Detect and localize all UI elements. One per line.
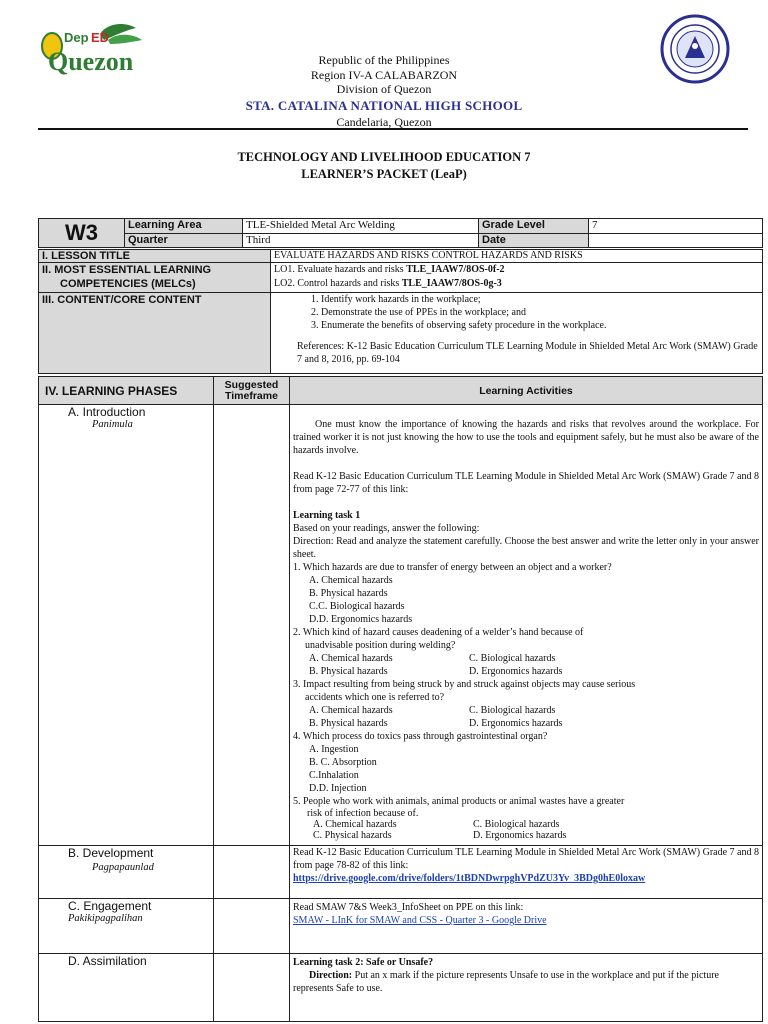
content-label: III. CONTENT/CORE CONTENT bbox=[39, 293, 271, 374]
lo1-row bbox=[274, 263, 759, 277]
development-timeframe bbox=[214, 846, 290, 899]
question-2-cont: unadvisable position during welding? bbox=[305, 640, 456, 651]
task1-direction: Direction: Read and analyze the statement carefully. Choose the best answer and write the letter only in your answer sheet. bbox=[293, 536, 759, 560]
q4-option: C.Inhalation bbox=[309, 770, 359, 781]
q1-option: B. Physical hazards bbox=[309, 588, 388, 599]
q3-option: C. Biological hazards bbox=[469, 705, 556, 716]
development-activities bbox=[290, 846, 763, 899]
lesson-title-value: EVALUATE HAZARDS AND RISKS CONTROL HAZARDS AND RISKS bbox=[271, 250, 763, 263]
engagement-label: C. Engagement bbox=[68, 899, 152, 913]
date-value bbox=[589, 234, 763, 248]
references: References: K-12 Basic Education Curriculum TLE Learning Module in Shielded Metal Arc Work (SMAW) Grade 7 and 8, 2016, pp. 69-104 bbox=[297, 341, 758, 365]
development-phase bbox=[39, 846, 214, 899]
engagement-timeframe bbox=[214, 899, 290, 954]
task1-instruction: Based on your readings, answer the following: bbox=[293, 523, 480, 534]
town-line: Candelaria, Quezon bbox=[336, 114, 432, 129]
q5-option: C. Physical hazards bbox=[313, 830, 392, 841]
q4-option: B. C. Absorption bbox=[309, 757, 377, 768]
q2-options-row bbox=[293, 665, 759, 678]
intro-paragraph: One must know the importance of knowing the hazards and risks that revolves around the workplace. For trained worker it is not just knowing the how to use the tools and equipment safely, but he must also be aware of the hazards involve. bbox=[293, 419, 759, 456]
engagement-phase bbox=[39, 899, 214, 954]
header-divider bbox=[38, 128, 748, 130]
intro-reading: Read K-12 Basic Education Curriculum TLE Learning Module in Shielded Metal Arc Work (SMAW) Grade 7 and 8 from page 72-77 of this link: bbox=[293, 471, 759, 495]
assimilation-phase bbox=[39, 954, 214, 1022]
col-learning-activities: Learning Activities bbox=[290, 377, 763, 405]
phases-table bbox=[38, 376, 763, 1022]
question-3: 3. Impact resulting from being struck by and struck against objects may cause serious bbox=[293, 679, 636, 690]
lesson-title-label: I. LESSON TITLE bbox=[39, 250, 271, 263]
lo2-row bbox=[274, 277, 759, 291]
q3-option: A. Chemical hazards bbox=[309, 705, 393, 716]
content-item: 2. Demonstrate the use of PPEs in the workplace; and bbox=[321, 306, 759, 319]
melc-label-line2: COMPETENCIES (MELCs) bbox=[60, 278, 196, 290]
development-text: Read K-12 Basic Education Curriculum TLE Learning Module in Shielded Metal Arc Work (SMAW) Grade 7 and 8 from page 78-82 of this link: bbox=[293, 847, 759, 871]
development-label: B. Development bbox=[68, 846, 154, 860]
content-item: 1. Identify work hazards in the workplace; bbox=[321, 293, 759, 306]
assimilation-label: D. Assimilation bbox=[68, 954, 147, 968]
subject-title: TECHNOLOGY AND LIVELIHOOD EDUCATION 7 bbox=[237, 150, 531, 164]
svg-text:Quezon: Quezon bbox=[48, 47, 134, 76]
grade-level-label: Grade Level bbox=[479, 219, 589, 234]
packet-title: LEARNER’S PACKET (LeaP) bbox=[301, 167, 467, 181]
intro-activities bbox=[290, 405, 763, 846]
q2-option: B. Physical hazards bbox=[309, 666, 388, 677]
lo2-text: LO2. Control hazards and risks bbox=[274, 278, 402, 289]
lesson-table bbox=[38, 249, 763, 374]
letterhead bbox=[0, 53, 768, 129]
q5-options-row bbox=[293, 830, 759, 841]
question-2: 2. Which kind of hazard causes deadening of a welder’s hand because of bbox=[293, 627, 584, 638]
q4-option: A. Ingestion bbox=[309, 744, 359, 755]
svg-text:Dep: Dep bbox=[64, 30, 89, 45]
content-item: 3. Enumerate the benefits of observing safety procedure in the workplace. bbox=[321, 319, 759, 332]
division-line: Division of Quezon bbox=[336, 82, 432, 96]
info-table bbox=[38, 218, 763, 248]
development-sub: Pagpapaunlad bbox=[92, 862, 154, 873]
country-line: Republic of the Philippines bbox=[318, 53, 450, 67]
melc-values bbox=[271, 263, 763, 293]
development-link[interactable]: https://drive.google.com/drive/folders/1tBDNDwrpghVPdZU3Yv_3BDg0hE0loxaw bbox=[293, 873, 646, 884]
assimilation-activities bbox=[290, 954, 763, 1022]
q1-option: D.D. Ergonomics hazards bbox=[309, 614, 413, 625]
melc-label-line1: II. MOST ESSENTIAL LEARNING bbox=[42, 264, 212, 276]
document-title bbox=[0, 149, 768, 183]
col-learning-phases: IV. LEARNING PHASES bbox=[39, 377, 214, 405]
q3-options-row bbox=[293, 704, 759, 717]
learning-area-label: Learning Area bbox=[125, 219, 243, 234]
date-label: Date bbox=[479, 234, 589, 248]
question-5: 5. People who work with animals, animal products or animal wastes have a greater bbox=[293, 796, 625, 807]
q4-option: D.D. Injection bbox=[309, 783, 367, 794]
engagement-sub: Pakikipagpalihan bbox=[68, 913, 143, 924]
content-values bbox=[271, 293, 763, 374]
q2-option: D. Ergonomics hazards bbox=[469, 666, 563, 677]
question-4: 4. Which process do toxics pass through gastrointestinal organ? bbox=[293, 731, 548, 742]
q5-option: A. Chemical hazards bbox=[313, 819, 397, 830]
learning-area-value: TLE-Shielded Metal Arc Welding bbox=[243, 219, 479, 234]
lo1-code: TLE_IAAW7/8OS-0f-2 bbox=[406, 264, 505, 275]
q1-option: A. Chemical hazards bbox=[309, 575, 393, 586]
engagement-link[interactable]: SMAW - LInK for SMAW and CSS - Quarter 3 - Google Drive bbox=[293, 915, 547, 926]
q3-option: D. Ergonomics hazards bbox=[469, 718, 563, 729]
intro-sub: Panimula bbox=[92, 419, 133, 430]
q1-option: C.C. Biological hazards bbox=[309, 601, 405, 612]
question-5-cont: risk of infection because of. bbox=[307, 808, 419, 819]
content-list bbox=[297, 293, 759, 332]
engagement-activities bbox=[290, 899, 763, 954]
task2-title: Learning task 2: Safe or Unsafe? bbox=[293, 957, 434, 968]
engagement-text: Read SMAW 7&S Week3_InfoSheet on PPE on this link: bbox=[293, 902, 524, 913]
intro-timeframe bbox=[214, 405, 290, 846]
quarter-label: Quarter bbox=[125, 234, 243, 248]
assimilation-timeframe bbox=[214, 954, 290, 1022]
task2-direction bbox=[293, 969, 759, 995]
q5-option: C. Biological hazards bbox=[473, 819, 560, 830]
question-3-cont: accidents which one is referred to? bbox=[305, 692, 445, 703]
intro-label: A. Introduction bbox=[68, 405, 146, 419]
task2-direction-text: Put an x mark if the picture represents Unsafe to use in the workplace and put if the picture represents Safe to use. bbox=[293, 970, 719, 994]
q3-option: B. Physical hazards bbox=[309, 718, 388, 729]
melc-label bbox=[39, 263, 271, 293]
intro-phase bbox=[39, 405, 214, 846]
q2-options-row bbox=[293, 652, 759, 665]
lo2-code: TLE_IAAW7/8OS-0g-3 bbox=[401, 278, 502, 289]
q5-options-row bbox=[293, 819, 759, 830]
q2-option: C. Biological hazards bbox=[469, 653, 556, 664]
col-timeframe: Suggested Timeframe bbox=[214, 377, 290, 405]
q3-options-row bbox=[293, 717, 759, 730]
region-line: Region IV-A CALABARZON bbox=[310, 67, 458, 82]
quarter-value: Third bbox=[243, 234, 479, 248]
svg-text:ED: ED bbox=[91, 30, 110, 45]
q2-option: A. Chemical hazards bbox=[309, 653, 393, 664]
task2-direction-label: Direction: bbox=[309, 970, 353, 981]
grade-level-value: 7 bbox=[589, 219, 763, 234]
lo1-text: LO1. Evaluate hazards and risks bbox=[274, 264, 407, 275]
school-name: STA. CATALINA NATIONAL HIGH SCHOOL bbox=[245, 97, 523, 113]
q5-option: D. Ergonomics hazards bbox=[473, 830, 567, 841]
question-1: 1. Which hazards are due to transfer of energy between an object and a worker? bbox=[293, 562, 612, 573]
task1-title: Learning task 1 bbox=[293, 510, 361, 521]
week-label: W3 bbox=[39, 219, 125, 248]
